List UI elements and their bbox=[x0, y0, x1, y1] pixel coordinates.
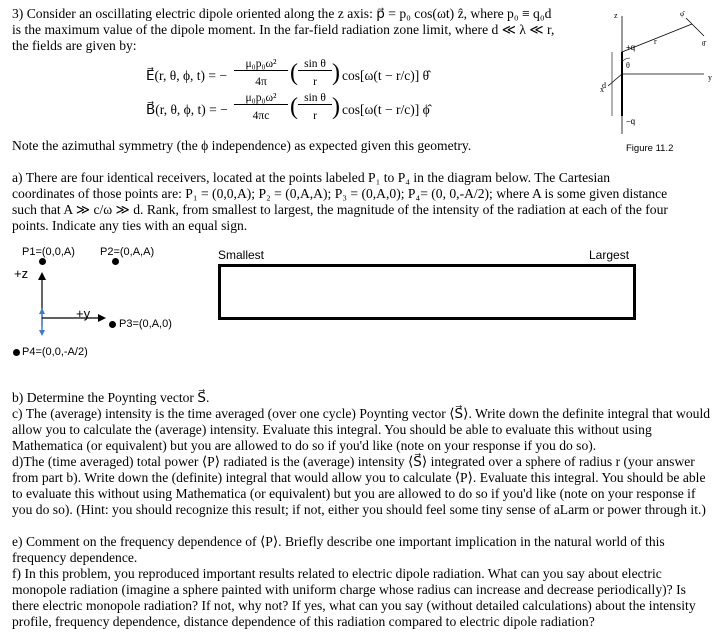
dipole-figure bbox=[592, 4, 720, 140]
equation-B-numerator: μ₀p₀ω² bbox=[234, 92, 288, 105]
d-label: d bbox=[602, 81, 606, 90]
figure-caption: Figure 11.2 bbox=[626, 143, 674, 154]
p4-dot bbox=[13, 349, 20, 356]
theta-hat-label: θ̂ bbox=[702, 40, 706, 48]
p3-dot bbox=[109, 321, 116, 328]
part-a-line-3: such that A ≫ c/ω ≫ d. Rank, from smallest to largest, the magnitude of the intensity of the radiation at each of the four bbox=[12, 202, 668, 217]
equation-B-lhs: B⃗(r, θ, ϕ, t) = − bbox=[146, 102, 228, 117]
z-arrow-head bbox=[38, 272, 46, 280]
x-axis bbox=[608, 74, 622, 86]
part-a-line-2: coordinates of those points are: P₁ = (0,0,A); P₂ = (0,A,A); P₃ = (0,A,0); P₄= (0, 0,-A/2); where A is some given distance bbox=[12, 186, 668, 201]
question-f: f) In this problem, you reproduced important results related to electric dipole radiation. What can you say about electric monopole radiation (imagine a sphere painted with uniform charge whose radius can increase and decrease periodically)? Is there electric monopole radiation? If not, why not? If yes, what can you say (without detailed calculations) about the intensity profile, frequency dependence, distance dependence of this radiation compared to electric dipole radiation? bbox=[12, 566, 696, 629]
equation-E-denominator: 4π bbox=[255, 76, 267, 88]
ranking-answer-box[interactable] bbox=[218, 264, 636, 320]
phi-hat-vector bbox=[686, 18, 692, 24]
equation-B-sin-denominator: r bbox=[313, 110, 317, 122]
smallest-label: Smallest bbox=[218, 248, 265, 262]
plus-q-label: +q bbox=[626, 43, 636, 52]
r-label: r bbox=[654, 37, 657, 46]
part-a-line-4: points. Indicate any ties with an equal sign. bbox=[12, 218, 248, 233]
equation-E-rparen: ) bbox=[332, 60, 340, 86]
minus-q-label: −q bbox=[626, 117, 636, 126]
p2-dot bbox=[112, 258, 119, 265]
note-text: Note the azimuthal symmetry (the ϕ independence) as expected given this geometry. bbox=[12, 138, 472, 153]
question-d: d)The (time averaged) total power ⟨P⟩ radiated is the (average) intensity ⟨S⃗⟩ integrated over a sphere of radius r (your answer from part b). Write down the (definite) integral that would allow you to calculate ⟨P⟩. Evaluate this integral. You should be able to evaluate this without using Mathematica (or equivalent) but you are allowed to do so if you'd like (note on your response if you do so). (Hint: you should recognize this result; if not, either you should feel some tiny sense of aLarm or power through it.) bbox=[12, 454, 706, 517]
question-e: e) Comment on the frequency dependence of ⟨P⟩. Briefly describe one important implication in the natural world of this frequency dependence. bbox=[12, 534, 665, 565]
dipole-blue-arrow-up bbox=[39, 308, 45, 314]
equation-E-sin-numerator: sin θ bbox=[298, 58, 332, 71]
largest-label: Largest bbox=[589, 248, 630, 262]
part-a-line-1: a) There are four identical receivers, located at the points labeled P₁ to P₄ in the diagram below. The Cartesian bbox=[12, 170, 611, 185]
axis-arrows bbox=[30, 270, 110, 340]
y-arrow-head bbox=[98, 314, 106, 322]
theta-label: θ bbox=[626, 61, 630, 70]
equation-B-denominator: 4πc bbox=[252, 110, 270, 122]
equation-E-lhs: E⃗(r, θ, ϕ, t) = − bbox=[146, 68, 228, 83]
equation-B-lparen: ( bbox=[290, 94, 298, 120]
plus-y-label: +y bbox=[76, 306, 91, 321]
equation-E-rhs: cos[ω(t − r/c)] θ̂ bbox=[342, 68, 430, 83]
equation-E-sin-denominator: r bbox=[313, 76, 317, 88]
intro-line-1: 3) Consider an oscillating electric dipole oriented along the z axis: p⃗ = p₀ cos(ωt) ẑ, where p₀ ≡ q₀d bbox=[12, 6, 552, 21]
equation-B-sin-numerator: sin θ bbox=[298, 92, 332, 105]
theta-hat-vector bbox=[692, 24, 704, 36]
y-label: y bbox=[708, 73, 712, 82]
equation-E-numerator: μ₀p₀ω² bbox=[234, 58, 288, 71]
x-label: x bbox=[600, 85, 604, 94]
question-c: c) The (average) intensity is the time averaged (over one cycle) Poynting vector ⟨S⃗⟩. Write down the definite integral that would allow you to calculate the (average) intensity. Evaluate this integral. You should be able to evaluate this without using Mathematica (or equivalent) but you are allowed to do so if you'd like (note on your response if you do so). bbox=[12, 406, 711, 453]
equation-E-lparen: ( bbox=[290, 60, 298, 86]
p1-label: P1=(0,0,A) bbox=[22, 246, 75, 258]
p3-label: P3=(0,A,0) bbox=[119, 318, 172, 330]
plus-z-label: +z bbox=[14, 266, 29, 281]
intro-line-3: the fields are given by: bbox=[12, 38, 137, 53]
phi-hat-label: φ̂ bbox=[680, 10, 685, 18]
p1-dot bbox=[39, 258, 46, 265]
p4-label: P4=(0,0,-A/2) bbox=[22, 346, 88, 358]
intro-line-2: is the maximum value of the dipole moment. In the far-field radiation zone limit, where d ≪ λ ≪ r, bbox=[12, 22, 555, 37]
dipole-blue-arrow-down bbox=[39, 330, 45, 336]
z-label: z bbox=[614, 11, 618, 20]
p2-label: P2=(0,A,A) bbox=[100, 246, 155, 258]
question-b: b) Determine the Poynting vector S⃗. bbox=[12, 390, 210, 405]
equation-B-rhs: cos[ω(t − r/c)] ϕ̂ bbox=[342, 102, 430, 117]
equation-B-rparen: ) bbox=[332, 94, 340, 120]
